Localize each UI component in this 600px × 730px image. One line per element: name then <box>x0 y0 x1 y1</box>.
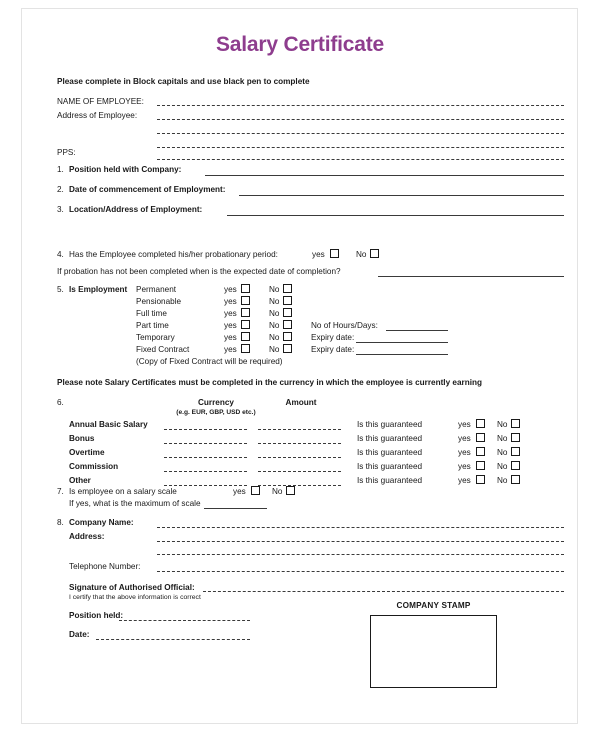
employment-type-yes-label: yes <box>224 297 237 306</box>
employment-type-yes-label: yes <box>224 309 237 318</box>
employee-address-input-line-1[interactable] <box>157 119 564 120</box>
hours-days-input[interactable] <box>386 330 448 331</box>
salary-row-commission-guaranteed-yes-checkbox[interactable] <box>476 461 485 470</box>
item-8-number: 8. <box>57 518 64 527</box>
salary-row-bonus-guaranteed-yes-checkbox[interactable] <box>476 433 485 442</box>
employee-pps-label: PPS: <box>57 148 76 157</box>
salary-row-currency-input[interactable] <box>164 485 247 486</box>
company-telephone-label: Telephone Number: <box>69 562 141 571</box>
employee-name-label: NAME OF EMPLOYEE: <box>57 97 144 106</box>
employment-type-parttime-yes-checkbox[interactable] <box>241 320 250 329</box>
employment-type-no-label: No <box>269 297 280 306</box>
employee-address-input-line-3[interactable] <box>157 147 564 148</box>
salary-row-guaranteed-label: Is this guaranteed <box>357 476 423 485</box>
item-2-label: Date of commencement of Employment: <box>69 185 226 194</box>
employment-type-label: Permanent <box>136 285 177 294</box>
item-5-number: 5. <box>57 285 64 294</box>
employment-type-no-label: No <box>269 321 280 330</box>
salary-row-no-label: No <box>497 476 508 485</box>
employment-type-pensionable-no-checkbox[interactable] <box>283 296 292 305</box>
company-stamp-box[interactable] <box>370 615 497 688</box>
employment-type-no-label: No <box>269 345 280 354</box>
employment-type-pensionable-yes-checkbox[interactable] <box>241 296 250 305</box>
salary-row-yes-label: yes <box>458 448 471 457</box>
instruction-text: Please complete in Block capitals and use black pen to complete <box>57 77 310 86</box>
temporary-expiry-date-label: Expiry date: <box>311 333 355 342</box>
employment-type-fixedcontract-yes-checkbox[interactable] <box>241 344 250 353</box>
salary-row-basic-guaranteed-no-checkbox[interactable] <box>511 419 520 428</box>
salary-row-no-label: No <box>497 434 508 443</box>
employment-type-parttime-no-checkbox[interactable] <box>283 320 292 329</box>
salary-row-basic-guaranteed-yes-checkbox[interactable] <box>476 419 485 428</box>
employment-type-fixedcontract-no-checkbox[interactable] <box>283 344 292 353</box>
item-1-input[interactable] <box>205 175 564 176</box>
salary-row-yes-label: yes <box>458 476 471 485</box>
salary-row-label: Commission <box>69 462 119 471</box>
employment-type-label: Part time <box>136 321 169 330</box>
currency-note: Please note Salary Certificates must be completed in the currency in which the employee is currently earning <box>57 378 482 387</box>
signature-input[interactable] <box>203 591 564 592</box>
item-3-input[interactable] <box>227 215 564 216</box>
item-4-yes-label: yes <box>312 250 325 259</box>
employment-type-yes-label: yes <box>224 333 237 342</box>
salary-table-amount-header: Amount <box>285 398 317 407</box>
employment-type-yes-label: yes <box>224 321 237 330</box>
item-7-sub-label: If yes, what is the maximum of scale <box>69 499 201 508</box>
item-5-footnote: (Copy of Fixed Contract will be required) <box>136 357 283 366</box>
item-4-probation-date-input[interactable] <box>378 276 564 277</box>
employment-type-temporary-no-checkbox[interactable] <box>283 332 292 341</box>
salary-row-amount-input[interactable] <box>258 429 341 430</box>
employment-type-label: Full time <box>136 309 167 318</box>
salary-row-bonus-guaranteed-no-checkbox[interactable] <box>511 433 520 442</box>
position-held-label: Position held: <box>69 611 124 620</box>
employment-type-label: Temporary <box>136 333 175 342</box>
company-address-input-line-2[interactable] <box>157 554 564 555</box>
item-7-label: Is employee on a salary scale <box>69 487 177 496</box>
employee-address-label: Address of Employee: <box>57 111 138 120</box>
certify-text: I certify that the above information is correct <box>69 594 201 601</box>
employment-type-permanent-yes-checkbox[interactable] <box>241 284 250 293</box>
salary-row-currency-input[interactable] <box>164 457 247 458</box>
position-held-input[interactable] <box>119 620 250 621</box>
salary-row-no-label: No <box>497 462 508 471</box>
employee-address-input-line-2[interactable] <box>157 133 564 134</box>
salary-table-currency-hint: (e.g. EUR, GBP, USD etc.) <box>176 409 256 416</box>
item-7-no-label: No <box>272 487 283 496</box>
salary-row-guaranteed-label: Is this guaranteed <box>357 434 423 443</box>
fixedcontract-expiry-date-label: Expiry date: <box>311 345 355 354</box>
item-4-no-label: No <box>356 250 367 259</box>
salary-row-label: Annual Basic Salary <box>69 420 148 429</box>
employment-type-label: Fixed Contract <box>136 345 190 354</box>
salary-row-commission-guaranteed-no-checkbox[interactable] <box>511 461 520 470</box>
employment-type-no-label: No <box>269 309 280 318</box>
item-7-yes-checkbox[interactable] <box>251 486 260 495</box>
salary-row-label: Other <box>69 476 91 485</box>
salary-row-guaranteed-label: Is this guaranteed <box>357 420 423 429</box>
company-stamp-label: COMPANY STAMP <box>396 601 471 610</box>
employment-type-yes-label: yes <box>224 285 237 294</box>
employment-type-yes-label: yes <box>224 345 237 354</box>
salary-row-label: Bonus <box>69 434 95 443</box>
salary-row-amount-input[interactable] <box>258 471 341 472</box>
salary-row-amount-input[interactable] <box>258 443 341 444</box>
item-7-yes-label: yes <box>233 487 246 496</box>
item-2-number: 2. <box>57 185 64 194</box>
company-address-label: Address: <box>69 532 105 541</box>
item-4-yes-checkbox[interactable] <box>330 249 339 258</box>
item-3-label: Location/Address of Employment: <box>69 205 203 214</box>
item-4-label: Has the Employee completed his/her probationary period: <box>69 250 278 259</box>
salary-row-currency-input[interactable] <box>164 443 247 444</box>
employee-pps-input[interactable] <box>157 159 564 160</box>
hours-days-label: No of Hours/Days: <box>311 321 378 330</box>
date-input[interactable] <box>96 639 250 640</box>
item-7-max-scale-input[interactable] <box>204 508 267 509</box>
employment-type-fulltime-no-checkbox[interactable] <box>283 308 292 317</box>
employment-type-no-label: No <box>269 333 280 342</box>
item-7-number: 7. <box>57 487 64 496</box>
salary-row-currency-input[interactable] <box>164 429 247 430</box>
date-label: Date: <box>69 630 90 639</box>
salary-row-yes-label: yes <box>458 420 471 429</box>
page-title: Salary Certificate <box>216 33 384 56</box>
employment-type-permanent-no-checkbox[interactable] <box>283 284 292 293</box>
salary-row-other-guaranteed-yes-checkbox[interactable] <box>476 475 485 484</box>
salary-row-no-label: No <box>497 420 508 429</box>
company-name-input[interactable] <box>157 527 564 528</box>
salary-row-amount-input[interactable] <box>258 457 341 458</box>
salary-row-guaranteed-label: Is this guaranteed <box>357 448 423 457</box>
item-4-number: 4. <box>57 250 64 259</box>
item-4-no-checkbox[interactable] <box>370 249 379 258</box>
salary-row-label: Overtime <box>69 448 105 457</box>
item-5-label: Is Employment <box>69 285 128 294</box>
salary-row-no-label: No <box>497 448 508 457</box>
employment-type-temporary-yes-checkbox[interactable] <box>241 332 250 341</box>
item-4-probation-note: If probation has not been completed when is the expected date of completion? <box>57 267 341 276</box>
salary-row-yes-label: yes <box>458 434 471 443</box>
salary-row-guaranteed-label: Is this guaranteed <box>357 462 423 471</box>
company-address-input-line-1[interactable] <box>157 541 564 542</box>
item-7-no-checkbox[interactable] <box>286 486 295 495</box>
fixedcontract-expiry-date-input[interactable] <box>356 354 448 355</box>
salary-row-other-guaranteed-no-checkbox[interactable] <box>511 475 520 484</box>
item-6-number: 6. <box>57 398 64 407</box>
employment-type-label: Pensionable <box>136 297 182 306</box>
salary-row-overtime-guaranteed-yes-checkbox[interactable] <box>476 447 485 456</box>
salary-row-currency-input[interactable] <box>164 471 247 472</box>
company-name-label: Company Name: <box>69 518 134 527</box>
item-1-number: 1. <box>57 165 64 174</box>
salary-row-yes-label: yes <box>458 462 471 471</box>
employee-name-input[interactable] <box>157 105 564 106</box>
salary-row-amount-input[interactable] <box>258 485 341 486</box>
employment-type-no-label: No <box>269 285 280 294</box>
temporary-expiry-date-input[interactable] <box>356 342 448 343</box>
company-telephone-input[interactable] <box>157 571 564 572</box>
item-1-label: Position held with Company: <box>69 165 182 174</box>
item-2-input[interactable] <box>239 195 564 196</box>
salary-table-currency-header: Currency <box>198 398 234 407</box>
salary-row-overtime-guaranteed-no-checkbox[interactable] <box>511 447 520 456</box>
employment-type-fulltime-yes-checkbox[interactable] <box>241 308 250 317</box>
item-3-number: 3. <box>57 205 64 214</box>
signature-label: Signature of Authorised Official: <box>69 583 195 592</box>
